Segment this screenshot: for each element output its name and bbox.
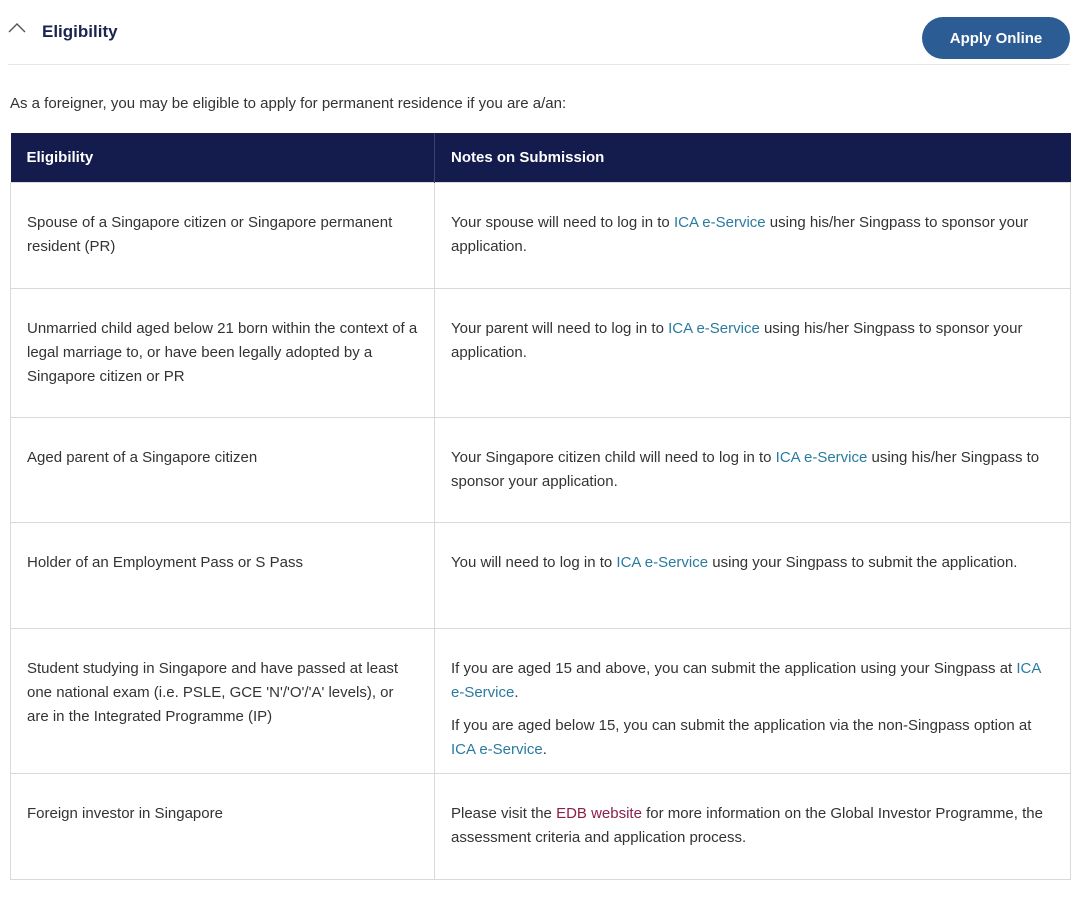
notes-text: using his/her Singpass to sponsor your application. <box>451 449 1040 490</box>
notes-cell <box>435 418 1071 523</box>
notes-text: . <box>542 741 547 758</box>
table-row <box>11 629 1071 774</box>
notes-text: If you are aged below 15, you can submit the application via the non-Singpass option at <box>451 717 1032 734</box>
notes-text: You will need to log in to <box>451 554 617 571</box>
ica-eservice-link[interactable]: ICA e-Service <box>451 741 543 758</box>
eligibility-section-header[interactable] <box>0 0 1080 64</box>
ica-eservice-link[interactable]: ICA e-Service <box>451 660 1041 701</box>
notes-cell <box>435 523 1071 629</box>
intro-text: As a foreigner, you may be eligible to apply for permanent residence if you are a/an: <box>10 95 567 112</box>
notes-text: Your Singapore citizen child will need to log in to <box>451 449 776 466</box>
table-row <box>11 183 1071 289</box>
section-title: Eligibility <box>42 22 118 41</box>
notes-text: Your spouse will need to log in to <box>451 214 674 231</box>
notes-text: using his/her Singpass to sponsor your application. <box>451 214 1029 255</box>
notes-text: using his/her Singpass to sponsor your application. <box>451 320 1023 361</box>
column-header-notes: Notes on Submission <box>435 133 1071 183</box>
eligibility-cell: Unmarried child aged below 21 born within the context of a legal marriage to, or have been legally adopted by a Singapore citizen or PR <box>11 289 435 418</box>
ica-eservice-link[interactable]: ICA e-Service <box>775 449 868 466</box>
notes-cell <box>435 289 1071 418</box>
ica-eservice-link[interactable]: ICA e-Service <box>668 320 760 337</box>
table-row <box>11 774 1071 880</box>
eligibility-table <box>10 133 1071 880</box>
eligibility-cell: Holder of an Employment Pass or S Pass <box>11 523 435 629</box>
notes-text: for more information on the Global Investor Programme, the assessment criteria and application process. <box>451 805 1043 846</box>
column-header-eligibility: Eligibility <box>11 133 435 183</box>
edb-website-link[interactable]: EDB website <box>556 805 642 822</box>
header-divider <box>8 64 1070 65</box>
eligibility-cell: Aged parent of a Singapore citizen <box>11 418 435 523</box>
notes-text: using your Singpass to submit the application. <box>708 554 1018 571</box>
ica-eservice-link[interactable]: ICA e-Service <box>673 214 766 231</box>
notes-text: . <box>514 684 519 701</box>
notes-cell <box>435 183 1071 289</box>
table-row <box>11 289 1071 418</box>
eligibility-cell: Spouse of a Singapore citizen or Singapore permanent resident (PR) <box>11 183 435 289</box>
table-header-row <box>11 133 1071 183</box>
table-row <box>11 418 1071 523</box>
notes-cell <box>435 629 1071 774</box>
apply-online-button[interactable]: Apply Online <box>922 17 1070 59</box>
notes-cell <box>435 774 1071 880</box>
chevron-up-icon[interactable] <box>8 22 26 34</box>
eligibility-cell: Student studying in Singapore and have passed at least one national exam (i.e. PSLE, GCE 'N'/'O'/'A' levels), or are in the Integrated Programme (IP) <box>11 629 435 774</box>
notes-text: If you are aged 15 and above, you can submit the application using your Singpass at <box>451 660 1017 677</box>
ica-eservice-link[interactable]: ICA e-Service <box>616 554 709 571</box>
notes-text: Your parent will need to log in to <box>451 320 669 337</box>
eligibility-cell: Foreign investor in Singapore <box>11 774 435 880</box>
table-row <box>11 523 1071 629</box>
notes-text: Please visit the <box>451 805 557 822</box>
